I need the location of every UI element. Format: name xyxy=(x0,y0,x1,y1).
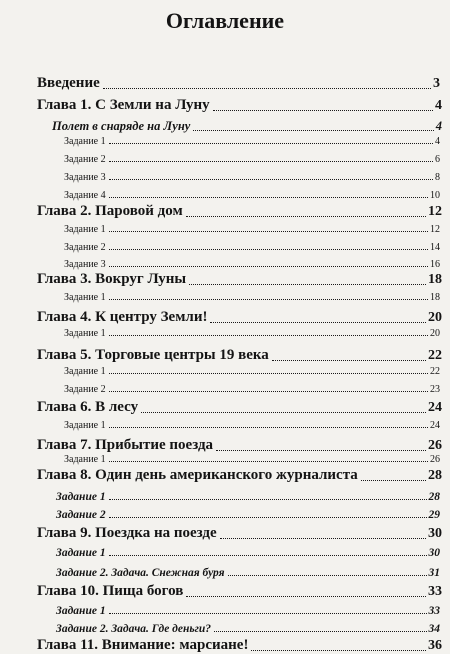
toc-entry-label: Задание 4 xyxy=(64,190,106,201)
dot-leader xyxy=(109,157,433,162)
toc-entry-label: Глава 3. Вокруг Луны xyxy=(37,271,187,287)
toc-entry-label: Задание 2 xyxy=(64,384,106,395)
toc-entry xyxy=(64,326,440,339)
toc-entry-page: 4 xyxy=(435,119,442,133)
toc-entry-label: Глава 11. Внимание: марсиане! xyxy=(37,637,249,653)
toc-entry xyxy=(37,466,442,484)
toc-entry-page: 4 xyxy=(435,98,442,113)
dot-leader xyxy=(109,387,428,392)
toc-entry xyxy=(64,364,440,377)
toc-entry-page: 22 xyxy=(430,366,440,377)
toc-entry-page: 30 xyxy=(428,547,440,559)
toc-entry xyxy=(37,96,442,114)
toc-entry xyxy=(64,240,440,253)
toc-entry-label: Глава 7. Прибытие поезда xyxy=(37,437,214,453)
toc-entry-page: 10 xyxy=(430,190,440,201)
toc-entry-label: Глава 6. В лесу xyxy=(37,399,139,415)
dot-leader xyxy=(193,126,433,131)
dot-leader xyxy=(109,495,427,500)
dot-leader xyxy=(189,280,426,285)
toc-entry xyxy=(37,202,442,220)
toc-entry xyxy=(56,544,440,559)
dot-leader xyxy=(109,175,433,180)
toc-entry-label: Глава 1. С Земли на Луну xyxy=(37,97,210,113)
toc-entry xyxy=(64,134,440,147)
dot-leader xyxy=(141,408,426,413)
toc-entry xyxy=(64,152,440,165)
toc-entry-label: Задание 3 xyxy=(64,259,106,270)
dot-leader xyxy=(220,534,426,539)
toc-entry-page: 14 xyxy=(430,242,440,253)
toc-entry-page: 33 xyxy=(428,605,440,617)
toc-entry-page: 20 xyxy=(428,310,442,325)
toc-entry xyxy=(64,188,440,201)
dot-leader xyxy=(186,212,426,217)
toc-entry xyxy=(37,582,442,600)
toc-entry-label: Задание 1 xyxy=(64,420,106,431)
toc-entry xyxy=(52,118,442,134)
toc-entry-label: Задание 2 xyxy=(56,509,106,521)
dot-leader xyxy=(109,369,428,374)
toc-entry xyxy=(64,290,440,303)
toc-entry xyxy=(37,398,442,416)
dot-leader xyxy=(109,331,428,336)
dot-leader xyxy=(109,262,428,267)
dot-leader xyxy=(109,609,427,614)
toc-entry-page: 26 xyxy=(430,454,440,465)
toc-entry-label: Глава 2. Паровой дом xyxy=(37,203,183,219)
toc-entry-page: 20 xyxy=(430,328,440,339)
toc-entry-label: Задание 2. Задача. Снежная буря xyxy=(56,567,225,579)
toc-entry-page: 4 xyxy=(435,136,440,147)
toc-entry-page: 6 xyxy=(435,154,440,165)
toc-entry-page: 22 xyxy=(428,348,442,363)
toc-entry-page: 18 xyxy=(430,292,440,303)
toc-entry-label: Задание 1 xyxy=(64,136,106,147)
toc-entry-page: 12 xyxy=(430,224,440,235)
dot-leader xyxy=(272,356,426,361)
toc-entry-label: Введение xyxy=(37,75,100,91)
toc-entry xyxy=(37,636,442,654)
toc-entry xyxy=(64,222,440,235)
toc-entry-label: Задание 1 xyxy=(64,454,106,465)
toc-entry xyxy=(56,564,440,579)
dot-leader xyxy=(361,476,426,481)
toc-entry-label: Задание 1 xyxy=(64,366,106,377)
dot-leader xyxy=(214,627,426,632)
dot-leader xyxy=(109,457,428,462)
dot-leader xyxy=(186,592,426,597)
toc-entry-label: Задание 1 xyxy=(56,547,106,559)
dot-leader xyxy=(228,571,427,576)
toc-entry-page: 34 xyxy=(428,623,440,635)
toc-entry-label: Глава 10. Пища богов xyxy=(37,583,184,599)
toc-entry-page: 29 xyxy=(428,509,440,521)
toc-entry-page: 3 xyxy=(433,76,440,91)
toc-entry xyxy=(64,382,440,395)
toc-entry-label: Задание 2 xyxy=(64,242,106,253)
toc-entry-label: Задание 1 xyxy=(64,224,106,235)
toc-entry-page: 16 xyxy=(430,259,440,270)
toc-entry xyxy=(56,602,440,617)
dot-leader xyxy=(109,193,428,198)
toc-entry-page: 18 xyxy=(428,272,442,287)
toc-entry-label: Задание 3 xyxy=(64,172,106,183)
toc-entry-label: Глава 9. Поездка на поезде xyxy=(37,525,217,541)
dot-leader xyxy=(109,513,427,518)
dot-leader xyxy=(103,84,431,89)
toc-entry-page: 24 xyxy=(428,400,442,415)
toc-entry xyxy=(64,452,440,465)
toc-entry xyxy=(37,346,442,364)
toc-entry xyxy=(37,74,440,92)
toc-entry xyxy=(56,488,440,503)
toc-entry-label: Глава 4. К центру Земли! xyxy=(37,309,208,325)
page-title: Оглавление xyxy=(165,8,285,33)
dot-leader xyxy=(216,446,426,451)
dot-leader xyxy=(109,139,433,144)
toc-entry-page: 31 xyxy=(428,567,440,579)
toc-entry-page: 26 xyxy=(428,438,442,453)
toc-entry xyxy=(56,506,440,521)
toc-entry-page: 33 xyxy=(428,584,442,599)
toc-entry xyxy=(37,270,442,288)
toc-entry-label: Задание 1 xyxy=(56,605,106,617)
toc-entry-label: Задание 2. Задача. Где деньги? xyxy=(56,623,212,635)
toc-entry-page: 23 xyxy=(430,384,440,395)
dot-leader xyxy=(109,227,428,232)
toc-entry-label: Глава 5. Торговые центры 19 века xyxy=(37,347,269,363)
toc-entry-label: Глава 8. Один день американского журналиста xyxy=(37,467,358,483)
toc-entry-page: 12 xyxy=(428,204,442,219)
toc-entry-label: Задание 1 xyxy=(64,292,106,303)
toc-entry-label: Полет в снаряде на Луну xyxy=(52,119,191,133)
toc-entry-page: 36 xyxy=(428,638,442,653)
toc-entry xyxy=(56,620,440,635)
toc-entry xyxy=(37,308,442,326)
dot-leader xyxy=(109,245,428,250)
toc-entry-page: 30 xyxy=(428,526,442,541)
toc-entry xyxy=(64,170,440,183)
dot-leader xyxy=(109,551,427,556)
toc-entry-page: 8 xyxy=(435,172,440,183)
toc-entry xyxy=(64,418,440,431)
toc-entry-page: 28 xyxy=(428,468,442,483)
toc-entry-page: 28 xyxy=(428,491,440,503)
dot-leader xyxy=(210,318,426,323)
toc-entry-page: 24 xyxy=(430,420,440,431)
toc-entry xyxy=(37,524,442,542)
dot-leader xyxy=(213,106,433,111)
toc-entry-label: Задание 1 xyxy=(56,491,106,503)
toc-entry-label: Задание 1 xyxy=(64,328,106,339)
dot-leader xyxy=(109,295,428,300)
toc-entry xyxy=(64,257,440,270)
dot-leader xyxy=(109,423,428,428)
toc-entry-label: Задание 2 xyxy=(64,154,106,165)
